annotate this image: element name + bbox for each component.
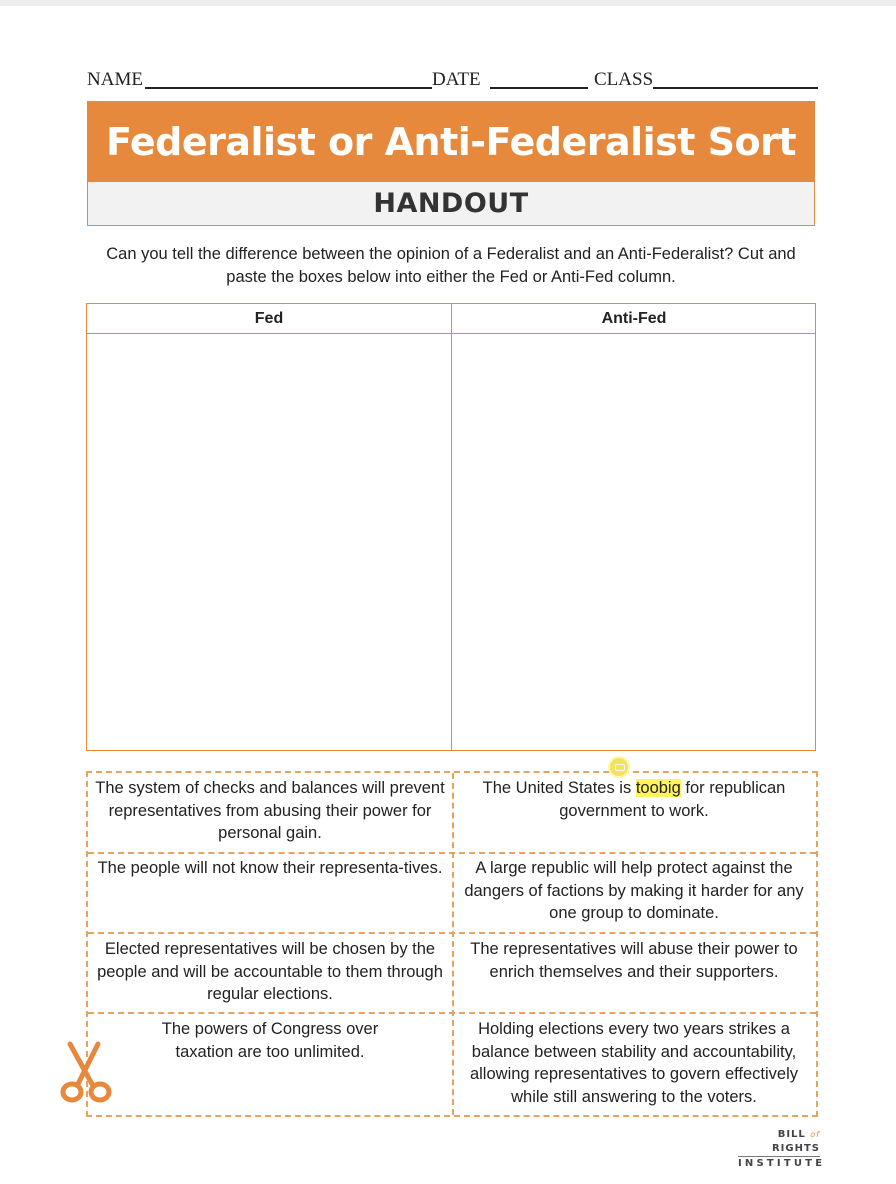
date-blank[interactable] (490, 87, 588, 89)
class-label: CLASS (594, 69, 654, 90)
page-title: Federalist or Anti-Federalist Sort (87, 101, 815, 182)
class-blank[interactable] (653, 87, 818, 89)
cut-line-horizontal (88, 1012, 816, 1014)
statement-card[interactable] (459, 777, 809, 822)
card-text: The United States is (482, 779, 636, 797)
comment-marker-icon[interactable] (610, 758, 628, 776)
name-label: NAME (87, 69, 143, 90)
card-text: for republican government to work. (559, 779, 786, 820)
highlighted-text[interactable]: toobig (635, 779, 681, 797)
statement-card[interactable]: The people will not know their representa-tives. (97, 859, 443, 877)
student-info-line (87, 67, 818, 91)
sort-table (86, 303, 816, 751)
statement-card[interactable]: The representatives will abuse their power to enrich themselves and their supporters. (470, 940, 798, 981)
cut-line-vertical (452, 773, 454, 1115)
top-toolbar-strip (0, 0, 896, 6)
bill-of-rights-institute-logo: BILL of RIGHTS INSTITUTE (738, 1129, 826, 1169)
statement-card[interactable]: A large republic will help protect against the dangers of factions by making it harder for any one group to dominate. (464, 859, 804, 922)
statement-card[interactable]: The system of checks and balances will prevent representatives from abusing their power for personal gain. (95, 779, 445, 842)
handout-subtitle: HANDOUT (87, 182, 815, 226)
cut-line-horizontal (88, 852, 816, 854)
fed-column-header: Fed (254, 309, 284, 327)
anti-fed-column-header: Anti-Fed (601, 309, 667, 327)
scissors-icon (58, 1040, 114, 1104)
name-blank[interactable] (145, 87, 432, 89)
instructions-text: Can you tell the difference between the opinion of a Federalist and an Anti-Federalist? Cut and paste the boxes below into either the Fed or Anti-Fed column. (106, 245, 796, 286)
statement-card[interactable]: The powers of Congress over taxation are too unlimited. (161, 1020, 379, 1061)
statement-card[interactable]: Elected representatives will be chosen by the people and will be accountable to them through regular elections. (97, 940, 443, 1003)
statement-card[interactable]: Holding elections every two years strikes a balance between stability and accountability, allowing representatives to govern effectively while still answering to the voters. (469, 1020, 799, 1106)
cut-line-horizontal (88, 932, 816, 934)
cutout-cards-grid (86, 771, 818, 1117)
column-divider (451, 304, 452, 750)
date-label: DATE (432, 69, 481, 90)
